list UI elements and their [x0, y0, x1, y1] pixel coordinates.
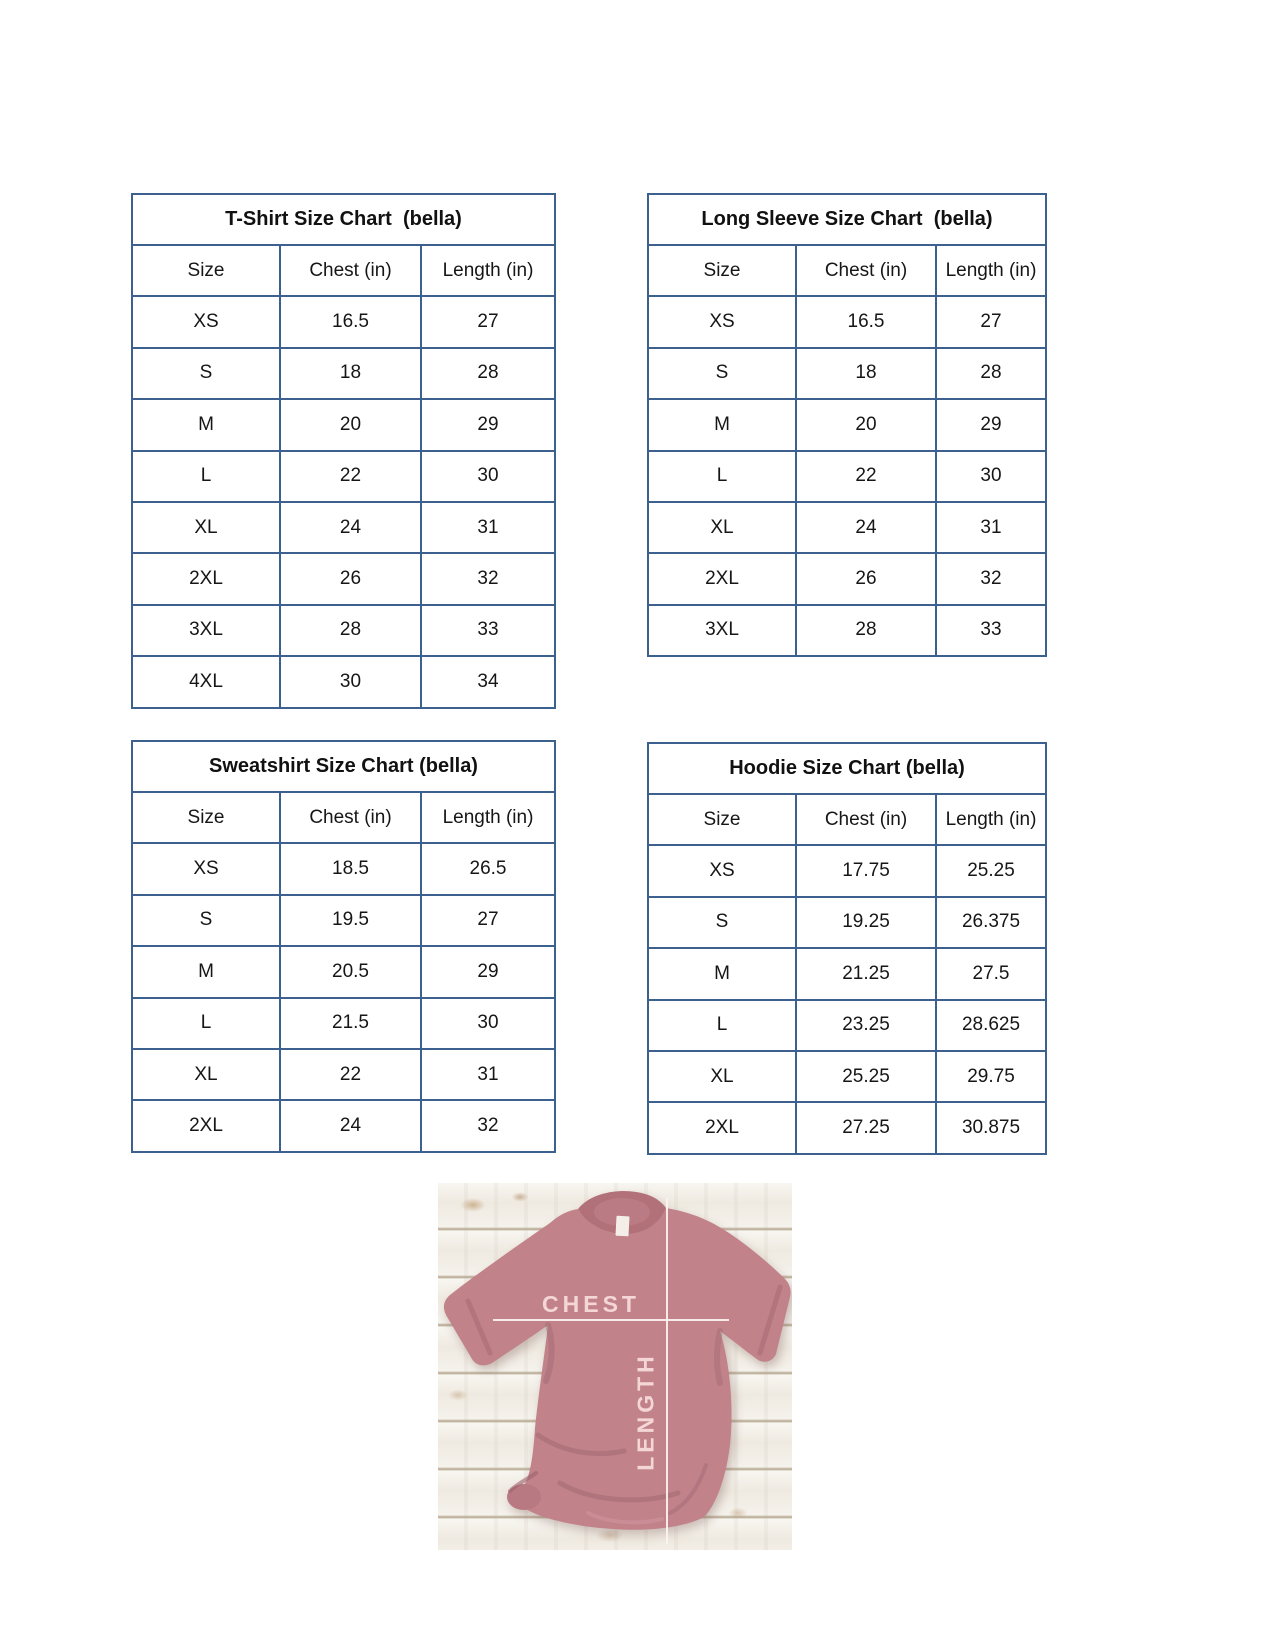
- table-cell: 30: [420, 452, 554, 501]
- table-cell: 28: [935, 349, 1045, 398]
- table-row: [649, 1050, 1045, 1101]
- table-cell: 32: [420, 554, 554, 603]
- column-header: Chest (in): [795, 246, 935, 295]
- table-row: [133, 347, 554, 398]
- column-header: Chest (in): [279, 246, 420, 295]
- chest-measure-line: [493, 1319, 729, 1321]
- table-cell: 31: [935, 503, 1045, 552]
- table-row: [133, 501, 554, 552]
- table-cell: 29: [935, 400, 1045, 449]
- table-cell: 27: [935, 297, 1045, 346]
- table-row: [133, 655, 554, 706]
- table-row: [133, 295, 554, 346]
- table-cell: XS: [709, 860, 735, 882]
- table-cell: M: [714, 413, 730, 435]
- table-cell: 27.5: [935, 949, 1045, 998]
- table-cell: 28: [795, 606, 935, 655]
- table-row: [133, 1048, 554, 1099]
- table-cell: 28: [420, 349, 554, 398]
- header-row: [133, 791, 554, 842]
- table-cell: L: [716, 465, 728, 487]
- table-cell: 26.375: [935, 898, 1045, 947]
- table-cell: 2XL: [705, 568, 739, 590]
- table-title: Sweatshirt Size Chart (bella): [209, 755, 478, 777]
- tshirt-illustration: [438, 1183, 792, 1550]
- table-row: [649, 947, 1045, 998]
- table-cell: 3XL: [705, 619, 739, 641]
- header-row: [649, 793, 1045, 844]
- table-cell: L: [200, 1012, 212, 1034]
- table-cell: 30: [935, 452, 1045, 501]
- table-title: Hoodie Size Chart (bella): [729, 757, 965, 779]
- header-row: [649, 244, 1045, 295]
- table-row: [133, 842, 554, 893]
- table-cell: 20.5: [279, 947, 420, 996]
- table-cell: XS: [193, 858, 219, 880]
- table-cell: 21.5: [279, 999, 420, 1048]
- table-cell: 26: [795, 554, 935, 603]
- table-cell: 26.5: [420, 844, 554, 893]
- table-title: Long Sleeve Size Chart (bella): [701, 208, 993, 230]
- column-header: Size: [703, 808, 741, 830]
- table-cell: 30: [279, 657, 420, 706]
- column-header: Length (in): [420, 793, 554, 842]
- length-measure-line: [666, 1198, 668, 1544]
- table-cell: 25.25: [935, 846, 1045, 895]
- column-header: Chest (in): [795, 795, 935, 844]
- table-cell: 16.5: [795, 297, 935, 346]
- table-row: [649, 999, 1045, 1050]
- table-title: T-Shirt Size Chart (bella): [225, 208, 462, 230]
- table-cell: 30.875: [935, 1103, 1045, 1152]
- table-cell: S: [199, 909, 213, 931]
- table-cell: 17.75: [795, 846, 935, 895]
- table-cell: 29.75: [935, 1052, 1045, 1101]
- table-cell: S: [199, 362, 213, 384]
- table-cell: 26: [279, 554, 420, 603]
- table-cell: 32: [420, 1101, 554, 1150]
- column-header: Length (in): [935, 246, 1045, 295]
- table-cell: 27.25: [795, 1103, 935, 1152]
- header-row: [133, 244, 554, 295]
- table-cell: M: [198, 960, 214, 982]
- table-row: [649, 295, 1045, 346]
- table-cell: 22: [279, 452, 420, 501]
- hoodie-size-chart-table: [647, 742, 1047, 1155]
- table-cell: 4XL: [189, 670, 223, 692]
- table-row: [649, 844, 1045, 895]
- table-cell: 19.25: [795, 898, 935, 947]
- table-row: [649, 1101, 1045, 1152]
- table-cell: 20: [279, 400, 420, 449]
- table-row: [649, 398, 1045, 449]
- table-row: [133, 398, 554, 449]
- table-cell: 33: [420, 606, 554, 655]
- length-label: LENGTH: [632, 1352, 659, 1471]
- table-cell: M: [198, 413, 214, 435]
- table-row: [133, 1099, 554, 1150]
- column-header: Length (in): [935, 795, 1045, 844]
- table-row: [649, 347, 1045, 398]
- table-row: [133, 552, 554, 603]
- table-cell: 31: [420, 1050, 554, 1099]
- tshirt-size-chart-table: [131, 193, 556, 709]
- table-cell: L: [716, 1014, 728, 1036]
- table-cell: 29: [420, 400, 554, 449]
- table-row: [133, 894, 554, 945]
- table-row: [649, 896, 1045, 947]
- table-cell: 18.5: [279, 844, 420, 893]
- table-cell: XL: [194, 516, 218, 538]
- table-cell: 18: [795, 349, 935, 398]
- table-cell: XS: [193, 311, 219, 333]
- table-cell: 2XL: [189, 568, 223, 590]
- table-cell: XL: [710, 516, 734, 538]
- table-cell: XL: [710, 1065, 734, 1087]
- table-cell: 24: [279, 1101, 420, 1150]
- chest-label: CHEST: [542, 1291, 640, 1317]
- table-cell: 24: [795, 503, 935, 552]
- table-cell: 34: [420, 657, 554, 706]
- table-cell: 23.25: [795, 1001, 935, 1050]
- column-header: Size: [187, 259, 225, 281]
- table-row: [133, 604, 554, 655]
- table-cell: 22: [279, 1050, 420, 1099]
- column-header: Length (in): [420, 246, 554, 295]
- table-cell: 31: [420, 503, 554, 552]
- column-header: Size: [187, 806, 225, 828]
- table-cell: 27: [420, 896, 554, 945]
- table-cell: 16.5: [279, 297, 420, 346]
- table-cell: 19.5: [279, 896, 420, 945]
- table-cell: 32: [935, 554, 1045, 603]
- table-cell: S: [715, 911, 729, 933]
- table-cell: 25.25: [795, 1052, 935, 1101]
- table-cell: 22: [795, 452, 935, 501]
- table-cell: 2XL: [189, 1115, 223, 1137]
- table-cell: 29: [420, 947, 554, 996]
- table-cell: 27: [420, 297, 554, 346]
- table-cell: 28.625: [935, 1001, 1045, 1050]
- table-cell: XS: [709, 311, 735, 333]
- table-row: [649, 501, 1045, 552]
- table-cell: S: [715, 362, 729, 384]
- table-cell: 21.25: [795, 949, 935, 998]
- table-cell: 2XL: [705, 1117, 739, 1139]
- sweatshirt-size-chart-table: [131, 740, 556, 1153]
- table-row: [649, 450, 1045, 501]
- table-cell: 28: [279, 606, 420, 655]
- table-cell: 20: [795, 400, 935, 449]
- column-header: Size: [703, 259, 741, 281]
- table-cell: 33: [935, 606, 1045, 655]
- table-cell: 24: [279, 503, 420, 552]
- long-sleeve-size-chart-table: [647, 193, 1047, 657]
- column-header: Chest (in): [279, 793, 420, 842]
- table-cell: 30: [420, 999, 554, 1048]
- table-cell: XL: [194, 1063, 218, 1085]
- table-row: [133, 945, 554, 996]
- table-cell: 18: [279, 349, 420, 398]
- table-cell: 3XL: [189, 619, 223, 641]
- table-row: [133, 997, 554, 1048]
- table-cell: M: [714, 962, 730, 984]
- table-row: [649, 552, 1045, 603]
- table-cell: L: [200, 465, 212, 487]
- size-guide-photo: [438, 1183, 792, 1550]
- table-row: [133, 450, 554, 501]
- table-row: [649, 604, 1045, 655]
